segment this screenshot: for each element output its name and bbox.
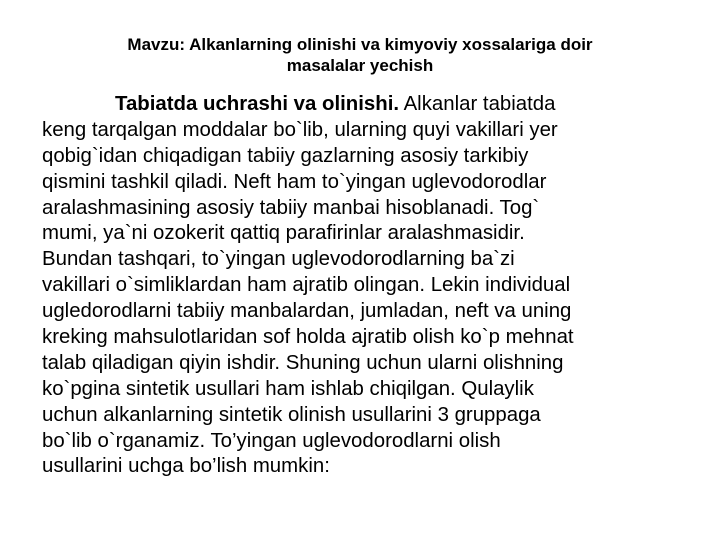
body-line: uchun alkanlarning sintetik olinish usullarini 3 gruppaga xyxy=(42,403,541,426)
body-paragraph xyxy=(42,92,682,480)
slide-title-line-2: masalalar yechish xyxy=(286,56,434,75)
body-line: keng tarqalgan moddalar bo`lib, ularning quyi vakillari yer xyxy=(42,118,558,141)
body-line-1 xyxy=(42,92,682,118)
body-line-1-text: Alkanlar tabiatda xyxy=(399,93,556,115)
body-line: vakillari o`simliklardan ham ajratib olingan. Lekin individual xyxy=(42,274,571,297)
body-line: ko`pgina sintetik usullari ham ishlab chiqilgan. Qulaylik xyxy=(42,377,534,400)
paragraph-heading: Tabiatda uchrashi va olinishi. xyxy=(115,93,400,115)
body-line: talab qiladigan qiyin ishdir. Shuning uchun ularni olishning xyxy=(42,351,564,374)
body-line: usullarini uchga bo’lish mumkin: xyxy=(42,455,330,478)
body-line: qobig`idan chiqadigan tabiiy gazlarning asosiy tarkibiy xyxy=(42,144,529,167)
body-line: ugledorodlarni tabiiy manbalardan, jumladan, neft va uning xyxy=(42,300,572,323)
slide-title xyxy=(60,34,660,76)
slide-title-line-1: Mavzu: Alkanlarning olinishi va kimyoviy xossalariga doir xyxy=(127,35,593,54)
body-line: bo`lib o`rganamiz. To’yingan uglevodorodlarni olish xyxy=(42,429,501,452)
body-line: mumi, ya`ni ozokerit qattiq parafirinlar aralashmasidir. xyxy=(42,222,525,245)
body-line: kreking mahsulotlaridan sof holda ajratib olish ko`p mehnat xyxy=(42,326,574,349)
body-line: qismini tashkil qiladi. Neft ham to`yingan uglevodorodlar xyxy=(42,170,547,193)
body-line: aralashmasining asosiy tabiiy manbai hisoblanadi. Tog` xyxy=(42,196,540,219)
body-line: Bundan tashqari, to`yingan uglevodorodlarning ba`zi xyxy=(42,248,515,271)
